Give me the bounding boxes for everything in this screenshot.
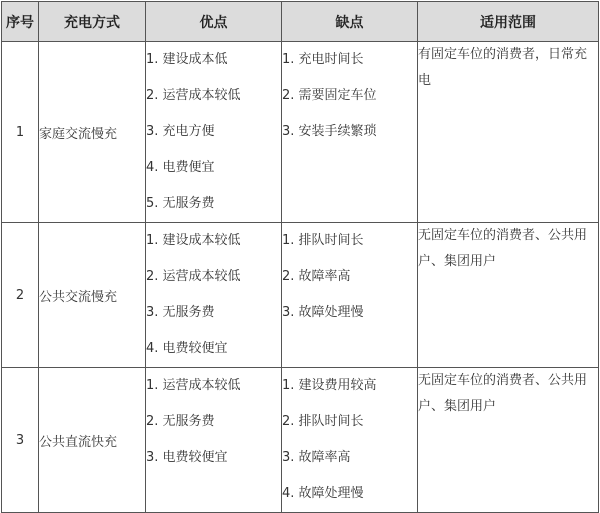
con-item: 3. 故障率高	[282, 450, 351, 465]
con-item: 2. 故障率高	[282, 269, 351, 284]
table-row	[2, 223, 599, 368]
pro-item: 3. 无服务费	[146, 305, 215, 320]
charging-method: 家庭交流慢充	[39, 42, 146, 223]
row-number: 1	[2, 42, 39, 223]
header-scope: 适用范围	[418, 2, 599, 42]
charging-comparison-table	[1, 1, 599, 513]
con-item: 1. 排队时间长	[282, 233, 364, 248]
header-cons: 缺点	[282, 2, 418, 42]
con-item: 1. 建设费用较高	[282, 378, 377, 393]
pro-item: 5. 无服务费	[146, 196, 215, 211]
header-method: 充电方式	[39, 2, 146, 42]
pro-item: 1. 建设成本较低	[146, 233, 241, 248]
scope-cell: 无固定车位的消费者、公共用户、集团用户	[418, 368, 599, 513]
charging-method: 公共直流快充	[39, 368, 146, 513]
pro-item: 2. 运营成本较低	[146, 269, 241, 284]
scope-cell: 有固定车位的消费者，日常充电	[418, 42, 599, 223]
row-number: 3	[2, 368, 39, 513]
header-pros: 优点	[146, 2, 282, 42]
pros-cell	[146, 223, 282, 368]
table-row	[2, 368, 599, 513]
pro-item: 4. 电费便宜	[146, 160, 215, 175]
scope-cell: 无固定车位的消费者、公共用户、集团用户	[418, 223, 599, 368]
table-row	[2, 42, 599, 223]
con-item: 2. 需要固定车位	[282, 88, 377, 103]
pros-cell	[146, 42, 282, 223]
cons-cell	[282, 223, 418, 368]
con-item: 2. 排队时间长	[282, 414, 364, 429]
header-row	[2, 2, 599, 42]
row-number: 2	[2, 223, 39, 368]
con-item: 3. 安装手续繁琐	[282, 124, 377, 139]
cons-cell	[282, 42, 418, 223]
pro-item: 2. 无服务费	[146, 414, 215, 429]
header-no: 序号	[2, 2, 39, 42]
pros-cell	[146, 368, 282, 513]
cons-cell	[282, 368, 418, 513]
con-item: 4. 故障处理慢	[282, 486, 364, 501]
pro-item: 1. 建设成本低	[146, 52, 228, 67]
pro-item: 1. 运营成本较低	[146, 378, 241, 393]
con-item: 1. 充电时间长	[282, 52, 364, 67]
pro-item: 2. 运营成本较低	[146, 88, 241, 103]
pro-item: 3. 电费较便宜	[146, 450, 228, 465]
con-item: 3. 故障处理慢	[282, 305, 364, 320]
pro-item: 4. 电费较便宜	[146, 341, 228, 356]
pro-item: 3. 充电方便	[146, 124, 215, 139]
charging-method: 公共交流慢充	[39, 223, 146, 368]
